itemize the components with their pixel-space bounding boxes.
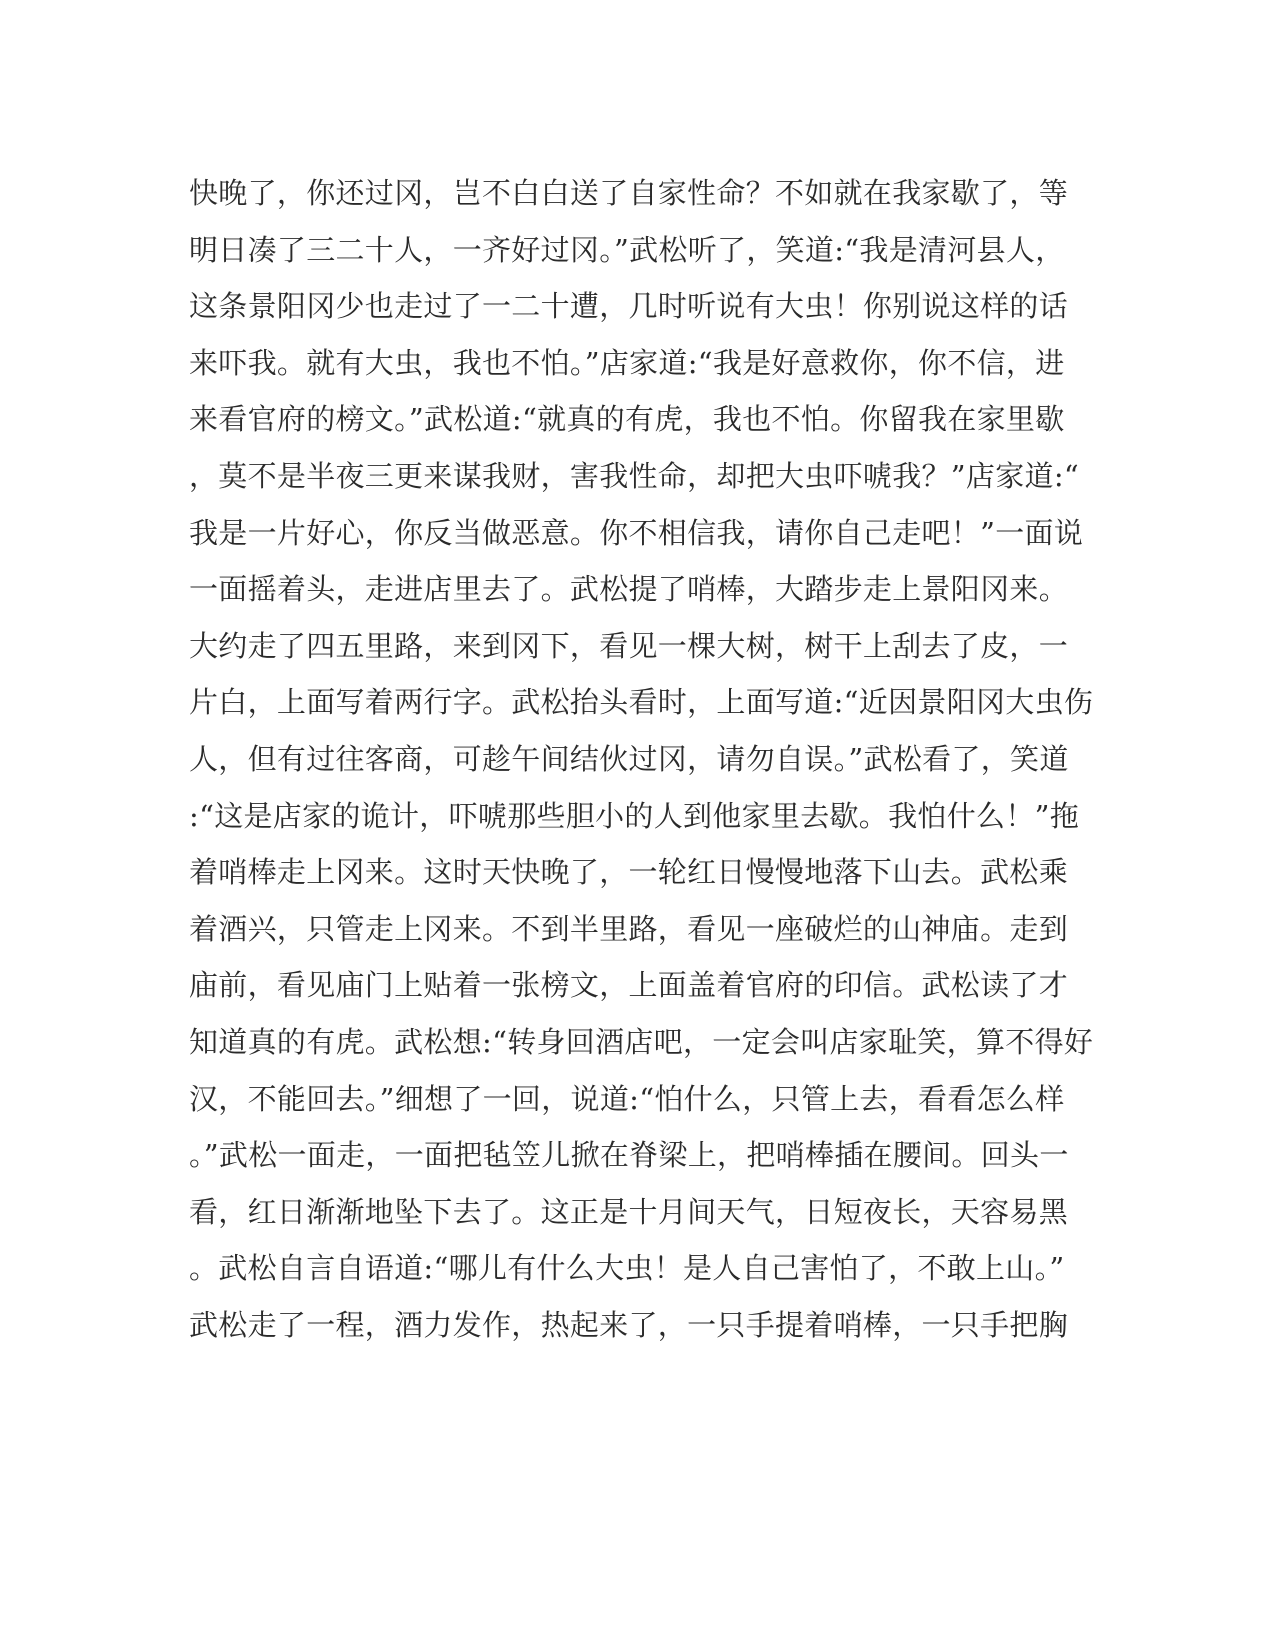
text-line-8: 一面摇着头，走进店里去了。武松提了哨棒，大踏步走上景阳冈来。 bbox=[189, 572, 1069, 607]
text-line-1: 快晚了，你还过冈，岂不白白送了自家性命？不如就在我家歇了，等 bbox=[189, 176, 1069, 210]
body-text bbox=[189, 165, 1094, 1353]
text-line-7: 我是一片好心，你反当做恶意。你不相信我，请你自己走吧！”一面说 bbox=[189, 515, 1084, 550]
text-line-11: 人，但有过往客商，可趁午间结伙过冈，请勿自误。”武松看了，笑道 bbox=[189, 741, 1069, 776]
text-line-13: 着哨棒走上冈来。这时天快晚了，一轮红日慢慢地落下山去。武松乘 bbox=[189, 855, 1069, 890]
text-line-5: 来看官府的榜文。”武松道:“就真的有虎，我也不怕。你留我在家里歇 bbox=[189, 402, 1065, 437]
text-line-4: 来吓我。就有大虫，我也不怕。”店家道:“我是好意救你，你不信，进 bbox=[189, 345, 1065, 380]
text-line-6: ，莫不是半夜三更来谋我财，害我性命，却把大虫吓唬我？”店家道:“ bbox=[189, 458, 1080, 493]
text-line-19: 看，红日渐渐地坠下去了。这正是十月间天气，日短夜长，天容易黑 bbox=[189, 1194, 1069, 1229]
text-line-9: 大约走了四五里路，来到冈下，看见一棵大树，树干上刮去了皮，一 bbox=[189, 628, 1069, 663]
text-line-10: 片白，上面写着两行字。武松抬头看时，上面写道:“近因景阳冈大虫伤 bbox=[189, 685, 1094, 720]
text-line-14: 着酒兴，只管走上冈来。不到半里路，看见一座破烂的山神庙。走到 bbox=[189, 911, 1069, 946]
text-line-21: 武松走了一程，酒力发作，热起来了，一只手提着哨棒，一只手把胸 bbox=[189, 1307, 1069, 1342]
text-line-3: 这条景阳冈少也走过了一二十遭，几时听说有大虫！你别说这样的话 bbox=[189, 289, 1069, 324]
text-line-17: 汉，不能回去。”细想了一回，说道:“怕什么，只管上去，看看怎么样 bbox=[189, 1081, 1065, 1116]
text-line-15: 庙前，看见庙门上贴着一张榜文，上面盖着官府的印信。武松读了才 bbox=[189, 968, 1069, 1003]
text-line-20: 。武松自言自语道:“哪儿有什么大虫！是人自己害怕了，不敢上山。” bbox=[189, 1251, 1065, 1286]
text-line-16: 知道真的有虎。武松想:“转身回酒店吧，一定会叫店家耻笑，算不得好 bbox=[189, 1024, 1094, 1059]
text-line-18: 。”武松一面走，一面把毡笠儿掀在脊梁上，把哨棒插在腰间。回头一 bbox=[189, 1138, 1069, 1173]
text-line-2: 明日凑了三二十人，一齐好过冈。”武松听了，笑道:“我是清河县人， bbox=[189, 232, 1065, 267]
text-line-12: :“这是店家的诡计，吓唬那些胆小的人到他家里去歇。我怕什么！”拖 bbox=[189, 798, 1080, 833]
